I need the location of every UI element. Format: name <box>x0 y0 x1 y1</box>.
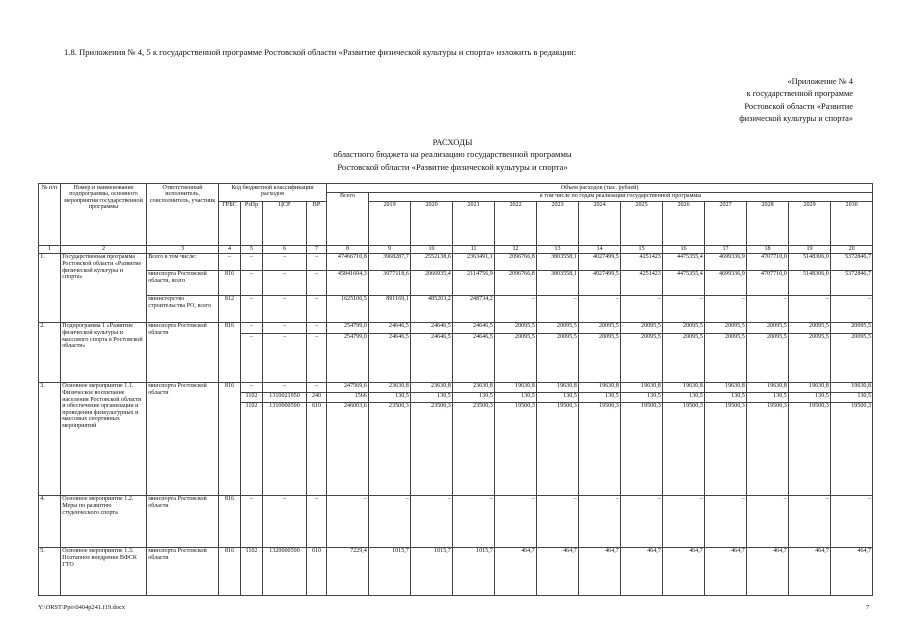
row-3-c-rzpr: 1102 <box>241 402 263 495</box>
row-1-minstroy-rzpr: – <box>241 295 263 322</box>
row-3-c-value-2027: 19500,3 <box>705 402 747 495</box>
column-number-1: 1 <box>39 245 61 253</box>
row-2-b-value-2026: 20095,5 <box>663 333 705 382</box>
row-1-minsport-value-2027: 4699336,9 <box>705 270 747 295</box>
row-3-c-value-2028: 19500,3 <box>747 402 789 495</box>
row-1-minsport-value-2030: 5372846,7 <box>831 270 873 295</box>
row-3-a-csr: – <box>263 382 307 392</box>
row-1-minsport-csr: – <box>263 270 307 295</box>
row-1-minsport-value-2022: 2096766,8 <box>495 270 537 295</box>
annex-line-3: Ростовской области «Развитие <box>744 101 853 111</box>
column-number-5: 5 <box>241 245 263 253</box>
row-4-csr: – <box>263 495 307 547</box>
annex-line-2: к государственной программе <box>746 89 853 99</box>
row-1-minstroy-value-2022: – <box>495 295 537 322</box>
row-2-name: Подпрограмма 1 «Развитие физической культуры и массового спорта в Ростовской области» <box>61 322 147 382</box>
row-4-vr: – <box>307 495 327 547</box>
header-year-2028: 2028 <box>747 201 789 245</box>
row-3-b-csr: 1310021950 <box>263 392 307 402</box>
row-1-minsport-total: 45841604,3 <box>327 270 369 295</box>
row-3-b-value-2024: 130,5 <box>579 392 621 402</box>
row-5-value-2029: 464,7 <box>789 547 831 595</box>
column-number-7: 7 <box>307 245 327 253</box>
row-1-minsport-value-2021: 2114756,9 <box>453 270 495 295</box>
column-number-11: 11 <box>453 245 495 253</box>
row-2-a-value-2027: 20095,5 <box>705 322 747 333</box>
row-3-b-vr: 240 <box>307 392 327 402</box>
row-2-a-grbs: 816 <box>219 322 241 382</box>
column-number-15: 15 <box>621 245 663 253</box>
row-3-b-value-2022: 130,5 <box>495 392 537 402</box>
row-1-minstroy-grbs: 812 <box>219 295 241 322</box>
row-4-value-2027: – <box>705 495 747 547</box>
row-5-total: 7229,4 <box>327 547 369 595</box>
row-3-b-value-2020: 130,5 <box>411 392 453 402</box>
column-number-13: 13 <box>537 245 579 253</box>
header-year-2026: 2026 <box>663 201 705 245</box>
row-1-total-value-2027: 4699336,9 <box>705 253 747 270</box>
row-1-name: Государственная программа Ростовской области «Развитие физической культуры и спорта» <box>61 253 147 322</box>
row-1-total-value-2030: 5372846,7 <box>831 253 873 270</box>
row-2-b-value-2029: 20095,5 <box>789 333 831 382</box>
title-line-1: РАСХОДЫ <box>432 137 473 147</box>
row-2-a-value-2030: 20095,5 <box>831 322 873 333</box>
row-1-minstroy-value-2026: – <box>663 295 705 322</box>
row-2-b-csr: – <box>263 333 307 382</box>
row-3-a-value-2028: 19630,8 <box>747 382 789 392</box>
header-year-2022: 2022 <box>495 201 537 245</box>
row-1-minstroy-responsible: министерство строительства РО, всего <box>147 295 219 322</box>
row-1-total-rzpr: – <box>241 253 263 270</box>
row-2-b-value-2019: 24646,5 <box>369 333 411 382</box>
row-5-vr: 610 <box>307 547 327 595</box>
row-4-value-2024: – <box>579 495 621 547</box>
row-3-a-rzpr: – <box>241 382 263 392</box>
row-1-minstroy-value-2021: 248734,2 <box>453 295 495 322</box>
row-1-minstroy-value-2020: 485203,2 <box>411 295 453 322</box>
row-5-name: Основное мероприятие 1.3. Поэтапное внедрение ВФСК ГТО <box>61 547 147 595</box>
row-5-rzpr: 1102 <box>241 547 263 595</box>
row-3-b-value-2025: 130,5 <box>621 392 663 402</box>
row-2-a-value-2029: 20095,5 <box>789 322 831 333</box>
row-2-b-value-2030: 20095,5 <box>831 333 873 382</box>
row-3-a-responsible: минспорта Ростовской области <box>147 382 219 495</box>
column-number-row <box>39 245 873 253</box>
row-1-total-value-2022: 2096766,8 <box>495 253 537 270</box>
column-number-19: 19 <box>789 245 831 253</box>
header-year-2021: 2021 <box>453 201 495 245</box>
row-3-b-value-2029: 130,5 <box>789 392 831 402</box>
row-1-minstroy-vr: – <box>307 295 327 322</box>
row-4-responsible: минспорта Ростовской области <box>147 495 219 547</box>
row-1-total-value-2025: 4251423 <box>621 253 663 270</box>
column-number-9: 9 <box>369 245 411 253</box>
column-number-4: 4 <box>219 245 241 253</box>
row-3-c-value-2025: 19500,3 <box>621 402 663 495</box>
row-2-a-value-2025: 20095,5 <box>621 322 663 333</box>
column-number-3: 3 <box>147 245 219 253</box>
header-year-2023: 2023 <box>537 201 579 245</box>
row-3-c-csr: 1310000590 <box>263 402 307 495</box>
row-3-c-value-2019: 23500,3 <box>369 402 411 495</box>
row-3-a-total: 247569,6 <box>327 382 369 392</box>
row-1-minsport-grbs: 816 <box>219 270 241 295</box>
row-1-minsport-rzpr: – <box>241 270 263 295</box>
row-1-minstroy-value-2028: – <box>747 295 789 322</box>
row-1-minsport-value-2026: 4475355,4 <box>663 270 705 295</box>
annex-heading <box>653 76 853 126</box>
row-2-b-value-2021: 24646,5 <box>453 333 495 382</box>
row-1-minsport-value-2020: 2066935,4 <box>411 270 453 295</box>
row-3-b-value-2027: 130,5 <box>705 392 747 402</box>
row-1-minsport-responsible: минспорта Ростовской области, всего <box>147 270 219 295</box>
row-1-total-value-2029: 5148306,0 <box>789 253 831 270</box>
column-number-17: 17 <box>705 245 747 253</box>
row-3-c-value-2030: 19500,3 <box>831 402 873 495</box>
row-1-minsport-value-2024: 4027499,5 <box>579 270 621 295</box>
row-2-b-value-2028: 20095,5 <box>747 333 789 382</box>
row-1-minstroy-value-2023: – <box>537 295 579 322</box>
row-3-c-value-2023: 19500,3 <box>537 402 579 495</box>
column-number-2: 2 <box>61 245 147 253</box>
row-3-b-value-2019: 130,5 <box>369 392 411 402</box>
row-2-a-value-2021: 24646,5 <box>453 322 495 333</box>
row-1-total-value-2019: 3968287,7 <box>369 253 411 270</box>
row-3-b-value-2023: 130,5 <box>537 392 579 402</box>
row-2-b-total: 254799,0 <box>327 333 369 382</box>
intro-paragraph: 1.8. Приложения № 4, 5 к государственной программе Ростовской области «Развитие физической культуры и спорта» изложить в редакции: <box>64 47 577 57</box>
column-number-18: 18 <box>747 245 789 253</box>
row-2-b-value-2025: 20095,5 <box>621 333 663 382</box>
row-3-b-total: 1566 <box>327 392 369 402</box>
row-1-num: 1. <box>39 253 61 322</box>
header-total: Всего <box>327 192 369 245</box>
row-3-a-value-2024: 19630,8 <box>579 382 621 392</box>
column-number-14: 14 <box>579 245 621 253</box>
row-3-a-grbs: 816 <box>219 382 241 495</box>
column-number-10: 10 <box>411 245 453 253</box>
row-2-a-value-2024: 20095,5 <box>579 322 621 333</box>
row-4-rzpr: – <box>241 495 263 547</box>
footer-file-path: Y:\ORST\Ppo\0404p241.f19.docx <box>38 604 126 611</box>
row-3-c-value-2029: 19500,3 <box>789 402 831 495</box>
row-5-csr: 1320000590 <box>263 547 307 595</box>
row-1-minsport-value-2028: 4707710,0 <box>747 270 789 295</box>
row-4-name: Основное мероприятие 1.2. Меры по развитию студенческого спорта <box>61 495 147 547</box>
row-3-b-rzpr: 1102 <box>241 392 263 402</box>
row-1-minstroy-value-2019: 891169,1 <box>369 295 411 322</box>
title-line-3: Ростовской области «Развитие физической культуры и спорта» <box>337 161 568 172</box>
row-3-num: 3. <box>39 382 61 495</box>
row-3-name: Основное мероприятие 1.1. Физическое воспитание населения Ростовской области и обеспечение организации и проведения физкультурных и массовых спортивных мероприятий <box>61 382 147 495</box>
row-5-value-2023: 464,7 <box>537 547 579 595</box>
row-2-b-value-2024: 20095,5 <box>579 333 621 382</box>
row-2-a-vr: – <box>307 322 327 333</box>
header-vr: ВР <box>307 201 327 245</box>
column-number-6: 6 <box>263 245 307 253</box>
row-3-a-value-2020: 23630,8 <box>411 382 453 392</box>
header-year-2019: 2019 <box>369 201 411 245</box>
row-3-c-value-2024: 19500,3 <box>579 402 621 495</box>
row-4-value-2028: – <box>747 495 789 547</box>
row-2-b-rzpr: – <box>241 333 263 382</box>
row-1-total-responsible: Всего в том числе: <box>147 253 219 270</box>
header-num: № п/п <box>39 184 61 246</box>
row-2-a-value-2028: 20095,5 <box>747 322 789 333</box>
row-3-c-vr: 610 <box>307 402 327 495</box>
row-1-total-value-2026: 4475355,4 <box>663 253 705 270</box>
row-1-total-csr: – <box>263 253 307 270</box>
row-5-grbs: 816 <box>219 547 241 595</box>
row-5-responsible: минспорта Ростовской области <box>147 547 219 595</box>
row-3-c-value-2020: 23500,3 <box>411 402 453 495</box>
row-2-a-value-2020: 24646,5 <box>411 322 453 333</box>
header-by-year: в том числе по годам реализации государственной программы <box>369 192 873 201</box>
column-number-20: 20 <box>831 245 873 253</box>
row-5-value-2020: 1015,7 <box>411 547 453 595</box>
row-2-b-value-2022: 20095,5 <box>495 333 537 382</box>
row-3-a-value-2029: 19630,8 <box>789 382 831 392</box>
document-title <box>0 136 905 173</box>
column-number-8: 8 <box>327 245 369 253</box>
row-1-minsport-value-2019: 3077118,6 <box>369 270 411 295</box>
row-1-total-value-2024: 4027499,5 <box>579 253 621 270</box>
row-3-a-value-2027: 19630,8 <box>705 382 747 392</box>
row-1-minstroy-value-2029: – <box>789 295 831 322</box>
row-3-b-value-2030: 130,5 <box>831 392 873 402</box>
row-5-value-2030: 464,7 <box>831 547 873 595</box>
row-1-total-total: 47466710,8 <box>327 253 369 270</box>
header-year-2020: 2020 <box>411 201 453 245</box>
expenses-table <box>38 183 873 596</box>
row-3-c-total: 246003,6 <box>327 402 369 495</box>
row-1-total-value-2023: 3803558,1 <box>537 253 579 270</box>
row-4-total: – <box>327 495 369 547</box>
row-1-minstroy-total: 1625106,5 <box>327 295 369 322</box>
row-5-value-2021: 1015,7 <box>453 547 495 595</box>
row-2-a-value-2019: 24646,5 <box>369 322 411 333</box>
header-year-2027: 2027 <box>705 201 747 245</box>
annex-line-4: физической культуры и спорта» <box>739 114 853 124</box>
row-2-a-value-2023: 20095,5 <box>537 322 579 333</box>
row-1-total-vr: – <box>307 253 327 270</box>
row-2-a-responsible: минспорта Ростовской области <box>147 322 219 382</box>
row-1-minsport-value-2029: 5148306,0 <box>789 270 831 295</box>
row-5-value-2028: 464,7 <box>747 547 789 595</box>
row-4-value-2030: – <box>831 495 873 547</box>
row-1-minstroy-csr: – <box>263 295 307 322</box>
row-2-a-rzpr: – <box>241 322 263 333</box>
row-4-num: 4. <box>39 495 61 547</box>
header-volume: Объем расходов (тыс. рублей) <box>327 184 873 193</box>
row-3-a-value-2023: 19630,8 <box>537 382 579 392</box>
row-4-value-2023: – <box>537 495 579 547</box>
row-5-value-2019: 1015,7 <box>369 547 411 595</box>
row-3-b-value-2028: 130,5 <box>747 392 789 402</box>
header-budget-code: Код бюджетной классификации расходов <box>219 184 327 202</box>
row-5-value-2026: 464,7 <box>663 547 705 595</box>
header-grbs: ГРБС <box>219 201 241 245</box>
header-year-2025: 2025 <box>621 201 663 245</box>
row-1-minstroy-value-2027: – <box>705 295 747 322</box>
row-5-value-2024: 464,7 <box>579 547 621 595</box>
row-3-a-value-2021: 23630,8 <box>453 382 495 392</box>
row-3-c-value-2026: 19500,3 <box>663 402 705 495</box>
row-3-a-value-2025: 19630,8 <box>621 382 663 392</box>
row-1-total-value-2020: 2552138,6 <box>411 253 453 270</box>
row-2-a-csr: – <box>263 322 307 333</box>
row-3-b-value-2021: 130,5 <box>453 392 495 402</box>
row-5-num: 5. <box>39 547 61 595</box>
row-4-grbs: 816 <box>219 495 241 547</box>
header-name: Номер и наименование подпрограммы, основного мероприятия государственной программы <box>61 184 147 246</box>
header-year-2024: 2024 <box>579 201 621 245</box>
row-2-b-vr: – <box>307 333 327 382</box>
row-5-value-2025: 464,7 <box>621 547 663 595</box>
row-1-total-value-2021: 2363491,1 <box>453 253 495 270</box>
row-3-a-vr: – <box>307 382 327 392</box>
row-2-b-value-2020: 24646,5 <box>411 333 453 382</box>
row-2-num: 2. <box>39 322 61 382</box>
header-year-2030: 2030 <box>831 201 873 245</box>
header-responsible: Ответственный исполнитель, соисполнитель, участник <box>147 184 219 246</box>
row-4-value-2019: – <box>369 495 411 547</box>
header-csr: ЦСР <box>263 201 307 245</box>
row-3-a-value-2030: 19630,8 <box>831 382 873 392</box>
row-4-value-2020: – <box>411 495 453 547</box>
row-3-a-value-2022: 19630,8 <box>495 382 537 392</box>
row-4-value-2022: – <box>495 495 537 547</box>
title-line-2: областного бюджета на реализацию государственной программы <box>333 149 572 160</box>
row-1-total-grbs: – <box>219 253 241 270</box>
row-3-a-value-2019: 23630,8 <box>369 382 411 392</box>
header-year-2029: 2029 <box>789 201 831 245</box>
row-2-a-value-2022: 20095,5 <box>495 322 537 333</box>
row-1-minstroy-value-2024: – <box>579 295 621 322</box>
row-4-value-2029: – <box>789 495 831 547</box>
row-1-minsport-value-2023: 3803558,1 <box>537 270 579 295</box>
page-number: 7 <box>866 604 870 611</box>
row-3-a-value-2026: 19630,8 <box>663 382 705 392</box>
row-1-minsport-value-2025: 4251423 <box>621 270 663 295</box>
row-2-a-value-2026: 20095,5 <box>663 322 705 333</box>
row-1-minstroy-value-2030: – <box>831 295 873 322</box>
row-2-b-value-2023: 20095,5 <box>537 333 579 382</box>
row-2-b-value-2027: 20095,5 <box>705 333 747 382</box>
row-1-minsport-vr: – <box>307 270 327 295</box>
row-1-total-value-2028: 4707710,0 <box>747 253 789 270</box>
row-2-a-total: 254799,0 <box>327 322 369 333</box>
row-5-value-2027: 464,7 <box>705 547 747 595</box>
header-rzpr: РзПр <box>241 201 263 245</box>
row-4-value-2025: – <box>621 495 663 547</box>
column-number-16: 16 <box>663 245 705 253</box>
row-3-c-value-2021: 23500,3 <box>453 402 495 495</box>
row-4-value-2026: – <box>663 495 705 547</box>
annex-line-1: «Приложение № 4 <box>787 77 853 86</box>
row-4-value-2021: – <box>453 495 495 547</box>
row-3-b-value-2026: 130,5 <box>663 392 705 402</box>
row-3-c-value-2022: 19500,3 <box>495 402 537 495</box>
column-number-12: 12 <box>495 245 537 253</box>
row-1-minstroy-value-2025: – <box>621 295 663 322</box>
row-5-value-2022: 464,7 <box>495 547 537 595</box>
